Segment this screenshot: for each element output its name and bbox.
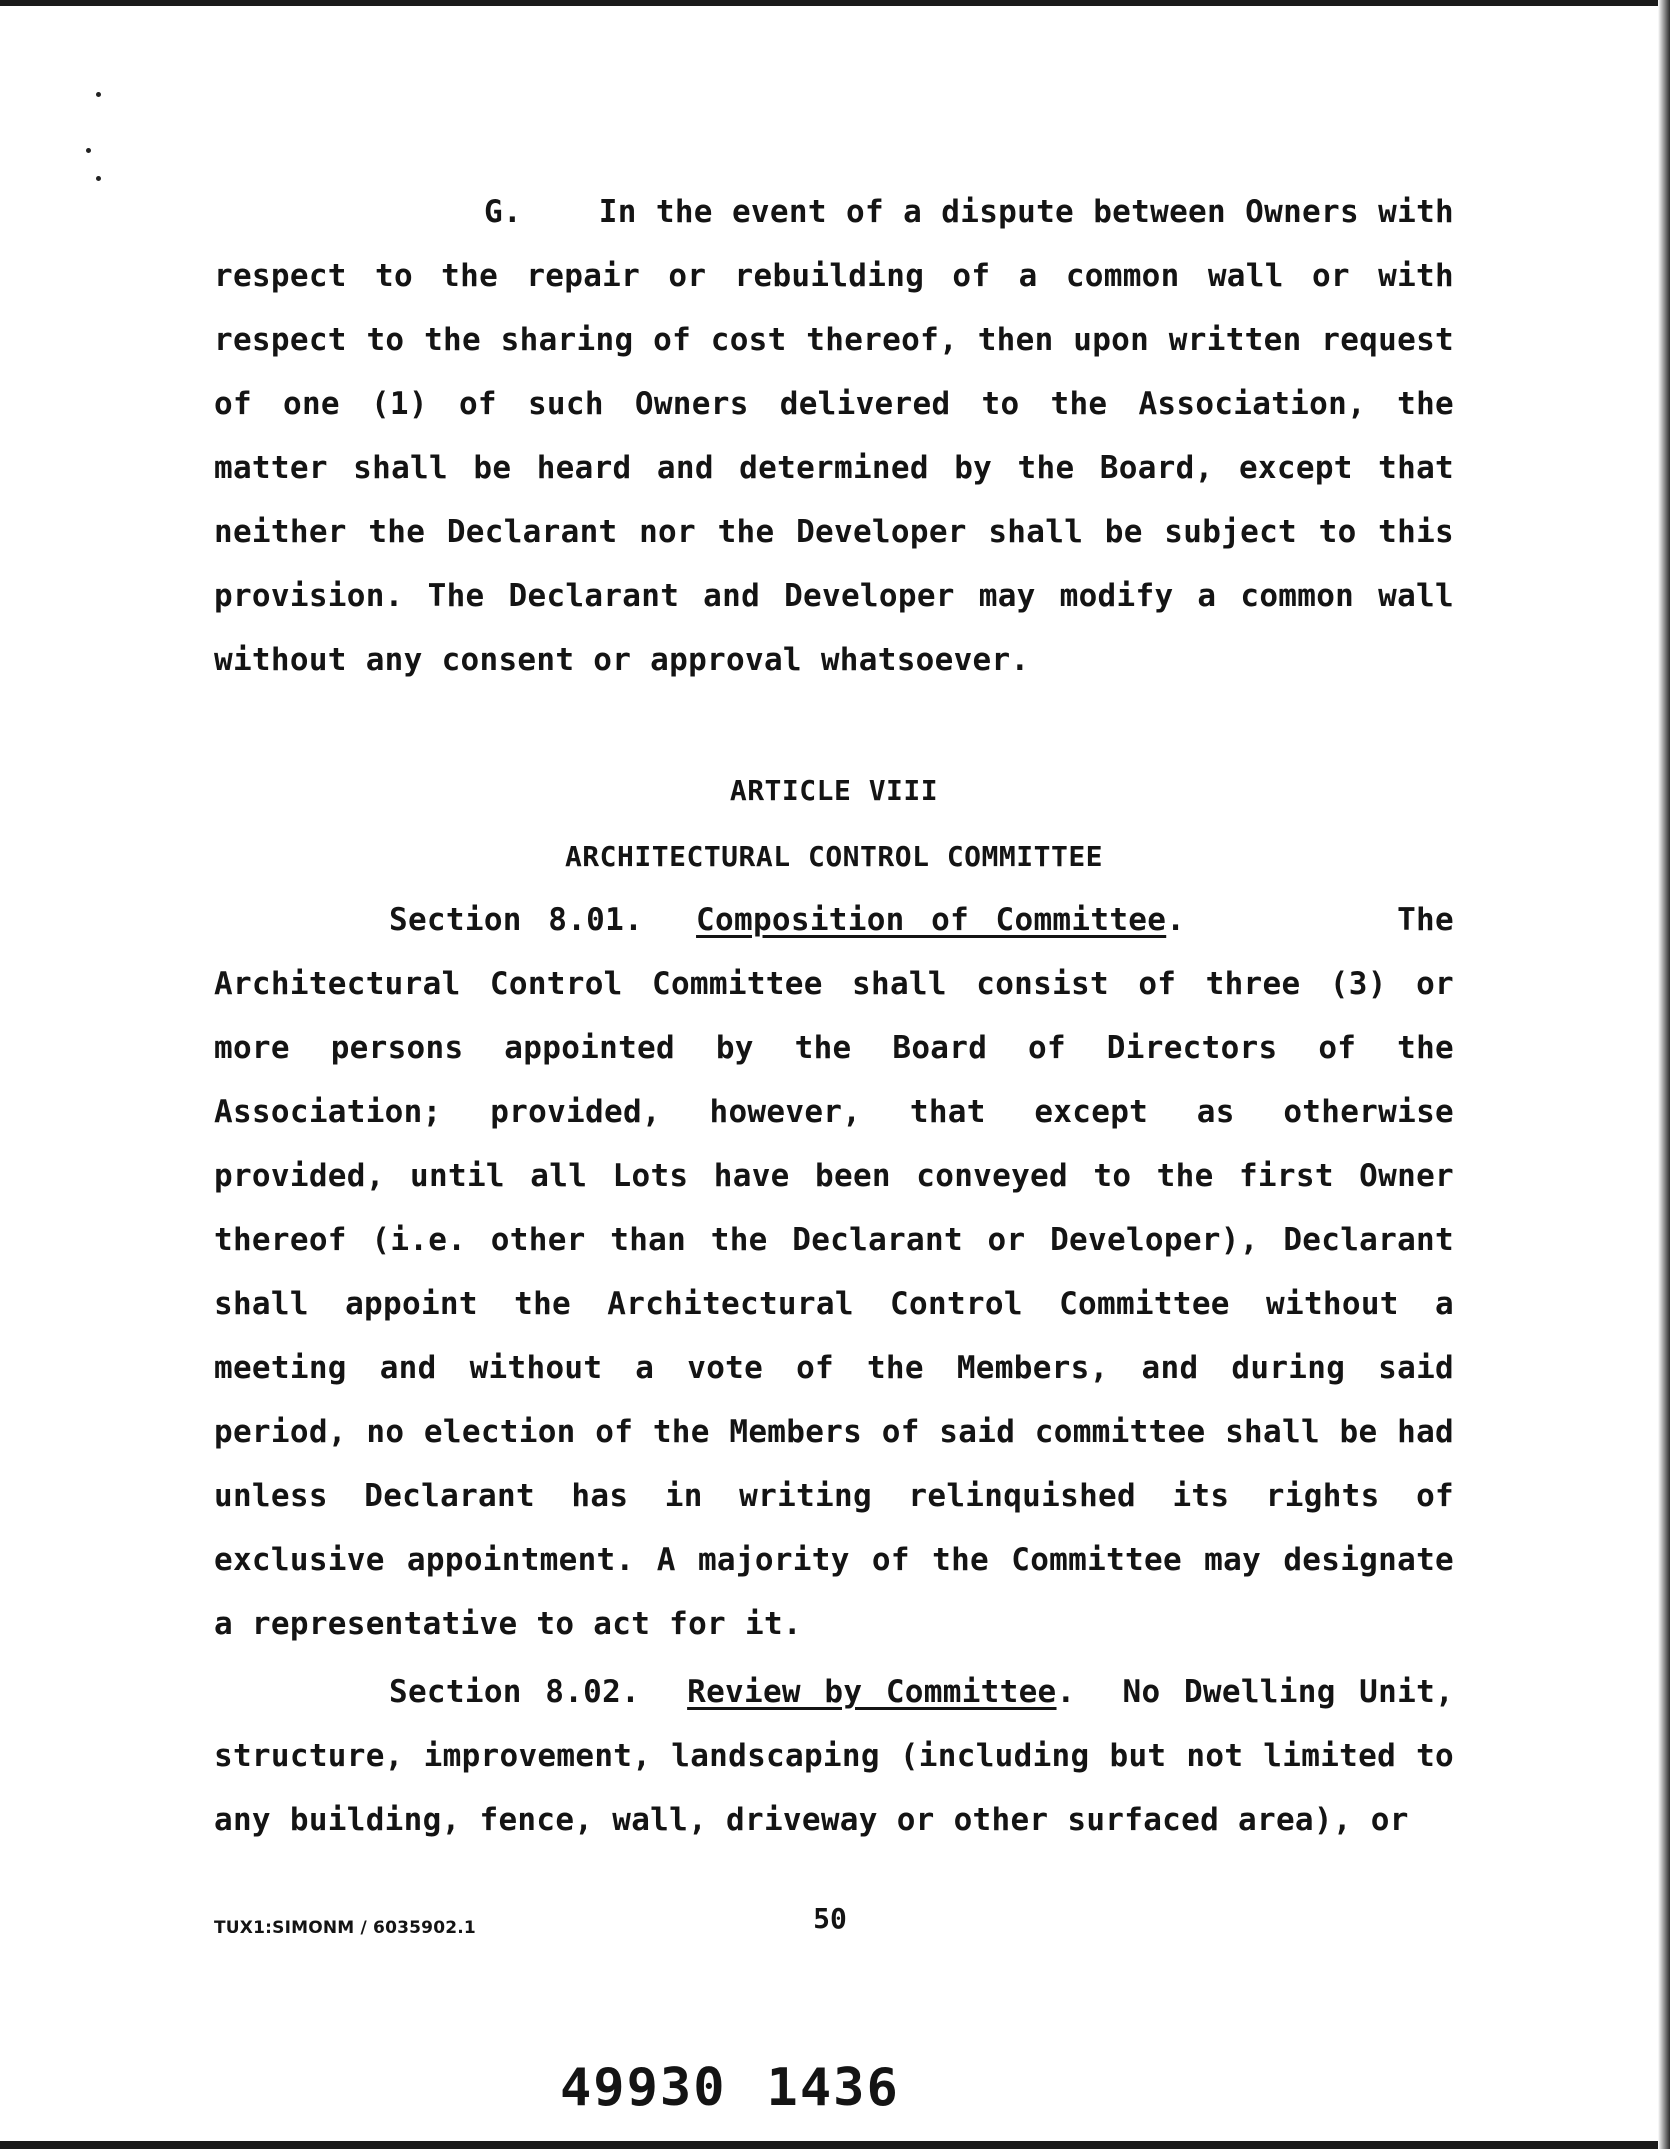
article-title: ARTICLE VIII: [729, 774, 939, 807]
scan-edge-top: [0, 0, 1670, 6]
article-subtitle: ARCHITECTURAL CONTROL COMMITTEE: [564, 840, 1104, 873]
section-8-02-body: Section 8.02. Review by Committee. No Dwelling Unit, structure, improvement, landscaping (including but not limited to any building, fence, wall, driveway or other surfaced area), or: [214, 1674, 1454, 1838]
bates-stamp: [560, 2058, 900, 2118]
scan-edge-bottom: [0, 2141, 1670, 2149]
bates-stamp-right: 1436: [766, 2058, 900, 2118]
section-8-01-number: Section 8.01.: [389, 902, 644, 938]
section-8-02: [214, 1660, 1454, 1852]
page-number: 50: [813, 1902, 847, 1935]
paragraph-g: [214, 180, 1454, 692]
scan-edge-right: [1658, 0, 1670, 2149]
section-8-01-body: Section 8.01. Composition of Committee. The Architectural Control Committee shall consist of three (3) or more persons appointed by the Board of Directors of the Association; provided, however, that except as otherwise provided, until all Lots have been conveyed to the first Owner thereof (i.e. other than the Declarant or Developer), Declarant shall appoint the Architectural Control Committee without a meeting and without a vote of the Members, and during said period, no election of the Members of said committee shall be had unless Declarant has in writing relinquished its rights of exclusive appointment. A majority of the Committee may designate a representative to act for it.: [214, 902, 1454, 1642]
footer-reference: TUX1:SIMONM / 6035902.1: [214, 1918, 476, 1938]
scan-speck: [86, 148, 91, 153]
section-8-01-text: The Architectural Control Committee shall consist of three (3) or more persons appointed by the Board of Directors of the Association; provided, however, that except as otherwise provided, until all Lots have been conveyed to the first Owner thereof (i.e. other than the Declarant or Developer), Declarant shall appoint the Architectural Control Committee without a meeting and without a vote of the Members, and during said period, no election of the Members of said committee shall be had unless Declarant has in writing relinquished its rights of exclusive appointment. A majority of the Committee may designate a representative to act for it.: [214, 902, 1454, 1642]
scan-speck: [96, 176, 101, 181]
section-8-02-number: Section 8.02.: [389, 1674, 641, 1710]
bates-stamp-left: 49930: [560, 2058, 727, 2118]
section-8-02-text: No Dwelling Unit, structure, improvement, landscaping (including but not limited to any building, fence, wall, driveway or other surfaced area), or: [214, 1674, 1454, 1838]
paragraph-g-label: G.: [484, 194, 522, 230]
paragraph-g-body: [214, 180, 1454, 692]
paragraph-g-text: In the event of a dispute between Owners with respect to the repair or rebuilding of a common wall or with respect to the sharing of cost thereof, then upon written request of one (1) of such Owners delivered to the Association, the matter shall be heard and determined by the Board, except that neither the Declarant nor the Developer shall be subject to this provision. The Declarant and Developer may modify a common wall without any consent or approval whatsoever.: [214, 194, 1454, 678]
section-8-02-title: Review by Committee: [687, 1674, 1057, 1710]
scan-speck: [96, 92, 101, 97]
section-8-01-title: Composition of Committee: [696, 902, 1167, 938]
section-8-01: [214, 888, 1454, 1656]
